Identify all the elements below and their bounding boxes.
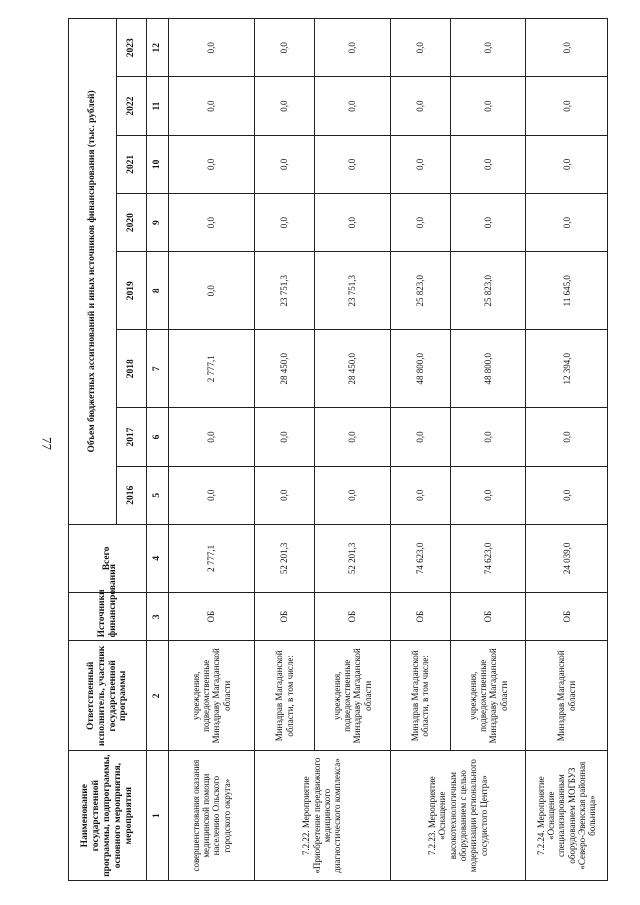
value-cell: 0,0 xyxy=(169,408,255,466)
total-cell: 2 777,1 xyxy=(169,524,255,592)
value-cell: 0,0 xyxy=(451,466,526,524)
column-number: 5 xyxy=(147,466,169,524)
source-cell: ОБ xyxy=(315,593,390,641)
value-cell: 2 777,1 xyxy=(169,330,255,408)
value-cell: 0,0 xyxy=(254,19,315,77)
column-number: 7 xyxy=(147,330,169,408)
executor-cell: Минздрав Магаданской области, в том числе: xyxy=(390,641,451,751)
value-cell: 0,0 xyxy=(169,193,255,251)
executor-cell: Минздрав Магаданской области, в том числе: xyxy=(254,641,315,751)
header-source: Источники финансирования xyxy=(69,593,147,641)
value-cell: 12 394,0 xyxy=(526,330,608,408)
source-cell: ОБ xyxy=(526,593,608,641)
header-total: Всего xyxy=(69,524,147,592)
value-cell: 0,0 xyxy=(315,135,390,193)
value-cell: 0,0 xyxy=(169,135,255,193)
value-cell: 0,0 xyxy=(254,193,315,251)
value-cell: 0,0 xyxy=(451,19,526,77)
value-cell: 0,0 xyxy=(169,19,255,77)
value-cell: 0,0 xyxy=(169,252,255,330)
program-name-cell: 7.2.24. Мероприятие «Оснащение специализированным оборудованием МОГБУЗ «Северо-Эвенская районная больница» xyxy=(526,751,608,881)
program-name-cell: 7.2.23. Мероприятие «Оснащение высокотехнологичным оборудованием с целью модернизации регионального сосудистого Центра» xyxy=(390,751,526,881)
executor-cell: учреждения, подведомственные Минздраву Магаданской области xyxy=(451,641,526,751)
total-cell: 74 623,0 xyxy=(390,524,451,592)
header-year: 2017 xyxy=(117,408,147,466)
column-number: 12 xyxy=(147,19,169,77)
value-cell: 48 800,0 xyxy=(451,330,526,408)
value-cell: 0,0 xyxy=(315,77,390,135)
column-number: 3 xyxy=(147,593,169,641)
column-number: 6 xyxy=(147,408,169,466)
value-cell: 0,0 xyxy=(451,193,526,251)
value-cell: 28 450,0 xyxy=(315,330,390,408)
column-number: 4 xyxy=(147,524,169,592)
column-number: 11 xyxy=(147,77,169,135)
table-row xyxy=(526,19,608,881)
value-cell: 23 751,3 xyxy=(254,252,315,330)
executor-cell: учреждения, подведомственные Минздраву Магаданской области xyxy=(169,641,255,751)
header-name: Наименование государственной программы, подпрограммы, основного мероприятия, мероприятия xyxy=(69,751,147,881)
total-cell: 24 039,0 xyxy=(526,524,608,592)
value-cell: 0,0 xyxy=(254,135,315,193)
header-year: 2021 xyxy=(117,135,147,193)
value-cell: 0,0 xyxy=(390,19,451,77)
executor-cell: учреждения, подведомственные Минздраву Магаданской области xyxy=(315,641,390,751)
value-cell: 0,0 xyxy=(451,77,526,135)
rotated-table-container xyxy=(68,18,608,881)
value-cell: 25 823,0 xyxy=(390,252,451,330)
value-cell: 0,0 xyxy=(315,19,390,77)
program-name-cell: 7.2.22. Мероприятие «Приобретение передвижного медицинского диагностического комплекса» xyxy=(254,751,390,881)
header-year: 2020 xyxy=(117,193,147,251)
value-cell: 0,0 xyxy=(390,193,451,251)
header-year: 2018 xyxy=(117,330,147,408)
table-row xyxy=(169,19,255,881)
source-cell: ОБ xyxy=(169,593,255,641)
value-cell: 0,0 xyxy=(254,466,315,524)
header-year: 2022 xyxy=(117,77,147,135)
header-year: 2019 xyxy=(117,252,147,330)
header-executor: Ответственный исполнитель, участник государственной программы xyxy=(69,641,147,751)
value-cell: 0,0 xyxy=(526,466,608,524)
financing-table xyxy=(68,18,608,881)
value-cell: 48 800,0 xyxy=(390,330,451,408)
source-cell: ОБ xyxy=(451,593,526,641)
value-cell: 0,0 xyxy=(315,193,390,251)
value-cell: 23 751,3 xyxy=(315,252,390,330)
value-cell: 0,0 xyxy=(254,77,315,135)
column-number: 10 xyxy=(147,135,169,193)
value-cell: 0,0 xyxy=(526,408,608,466)
column-number: 9 xyxy=(147,193,169,251)
header-volume: Объем бюджетных ассигнований и иных источников финансирования (тыс. рублей) xyxy=(69,19,117,525)
total-cell: 74 623,0 xyxy=(451,524,526,592)
value-cell: 0,0 xyxy=(390,77,451,135)
value-cell: 0,0 xyxy=(169,77,255,135)
value-cell: 28 450,0 xyxy=(254,330,315,408)
value-cell: 0,0 xyxy=(390,135,451,193)
value-cell: 0,0 xyxy=(526,19,608,77)
source-cell: ОБ xyxy=(254,593,315,641)
header-year: 2016 xyxy=(117,466,147,524)
value-cell: 0,0 xyxy=(254,408,315,466)
column-number: 1 xyxy=(147,751,169,881)
page-number: 77 xyxy=(39,437,55,450)
value-cell: 0,0 xyxy=(315,408,390,466)
source-cell: ОБ xyxy=(390,593,451,641)
value-cell: 11 645,0 xyxy=(526,252,608,330)
value-cell: 25 823,0 xyxy=(451,252,526,330)
program-name-cell: совершенствования оказания медицинской помощи населению Ольского городского округа» xyxy=(169,751,255,881)
table-row xyxy=(390,19,451,881)
value-cell: 0,0 xyxy=(526,193,608,251)
table-row xyxy=(254,19,315,881)
value-cell: 0,0 xyxy=(451,408,526,466)
value-cell: 0,0 xyxy=(451,135,526,193)
value-cell: 0,0 xyxy=(526,77,608,135)
executor-cell: Минздрав Магаданской области xyxy=(526,641,608,751)
header-year: 2023 xyxy=(117,19,147,77)
value-cell: 0,0 xyxy=(315,466,390,524)
total-cell: 52 201,3 xyxy=(254,524,315,592)
value-cell: 0,0 xyxy=(169,466,255,524)
column-number: 8 xyxy=(147,252,169,330)
value-cell: 0,0 xyxy=(390,466,451,524)
column-number: 2 xyxy=(147,641,169,751)
total-cell: 52 201,3 xyxy=(315,524,390,592)
value-cell: 0,0 xyxy=(390,408,451,466)
value-cell: 0,0 xyxy=(526,135,608,193)
